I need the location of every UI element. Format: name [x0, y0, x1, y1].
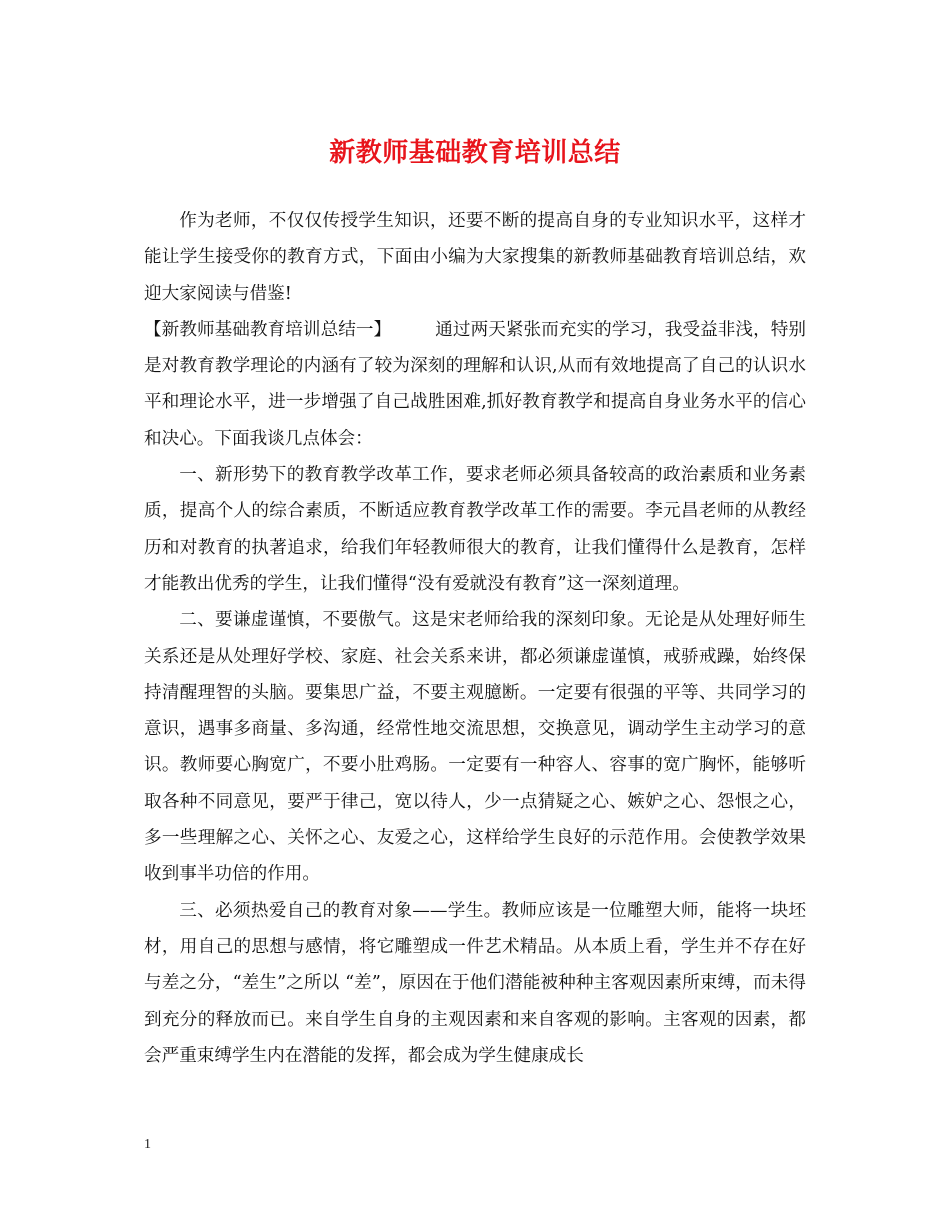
- section-one-paragraph: [144, 312, 806, 457]
- section-heading: 【新教师基础教育培训总结一】: [144, 319, 392, 340]
- section-intro: 通过两天紧张而充实的学习，我受益非浅，特别是对教育教学理论的内涵有了较为深刻的理解和认识,从而有效地提高了自己的认识水平和理论水平，进一步增强了自己战胜困难,抓好教育教学和提高自身业务水平的信心和决心。下面我谈几点体会：: [144, 319, 806, 449]
- body-paragraph-2: 二、要谦虚谨慎，不要傲气。这是宋老师给我的深刻印象。无论是从处理好师生关系还是从处理好学校、家庭、社会关系来讲，都必须谦虚谨慎，戒骄戒躁，始终保持清醒理智的头脑。要集思广益，不要主观臆断。一定要有很强的平等、共同学习的意识，遇事多商量、多沟通，经常性地交流思想，交换意见，调动学生主动学习的意识。教师要心胸宽广，不要小肚鸡肠。一定要有一种容人、容事的宽广胸怀，能够听取各种不同意见，要严于律己，宽以待人，少一点猜疑之心、嫉妒之心、怨恨之心，多一些理解之心、关怀之心、友爱之心，这样给学生良好的示范作用。会使教学效果收到事半功倍的作用。: [144, 610, 806, 885]
- document-body: [144, 203, 806, 1074]
- intro-paragraph: 作为老师，不仅仅传授学生知识，还要不断的提高自身的专业知识水平，这样才能让学生接受你的教育方式，下面由小编为大家搜集的新教师基础教育培训总结，欢迎大家阅读与借鉴!: [144, 211, 806, 304]
- page-number: 1: [144, 1137, 151, 1152]
- body-paragraph-1: 一、新形势下的教育教学改革工作，要求老师必须具备较高的政治素质和业务素质，提高个人的综合素质，不断适应教育教学改革工作的需要。李元昌老师的从教经历和对教育的执著追求，给我们年轻教师很大的教育，让我们懂得什么是教育，怎样才能教出优秀的学生，让我们懂得“没有爱就没有教育”这一深刻道理。: [144, 465, 806, 594]
- document-title: 新教师基础教育培训总结: [329, 138, 621, 168]
- body-paragraph-3: 三、必须热爱自己的教育对象——学生。教师应该是一位雕塑大师，能将一块坯材，用自己的思想与感情，将它雕塑成一件艺术精品。从本质上看，学生并不存在好与差之分，“差生”之所以 “差”，原因在于他们潜能被种种主客观因素所束缚，而未得到充分的释放而已。来自学生自身的主观因素和来自客观的影响。主客观的因素，都会严重束缚学生内在潜能的发挥，都会成为学生健康成长: [144, 900, 806, 1066]
